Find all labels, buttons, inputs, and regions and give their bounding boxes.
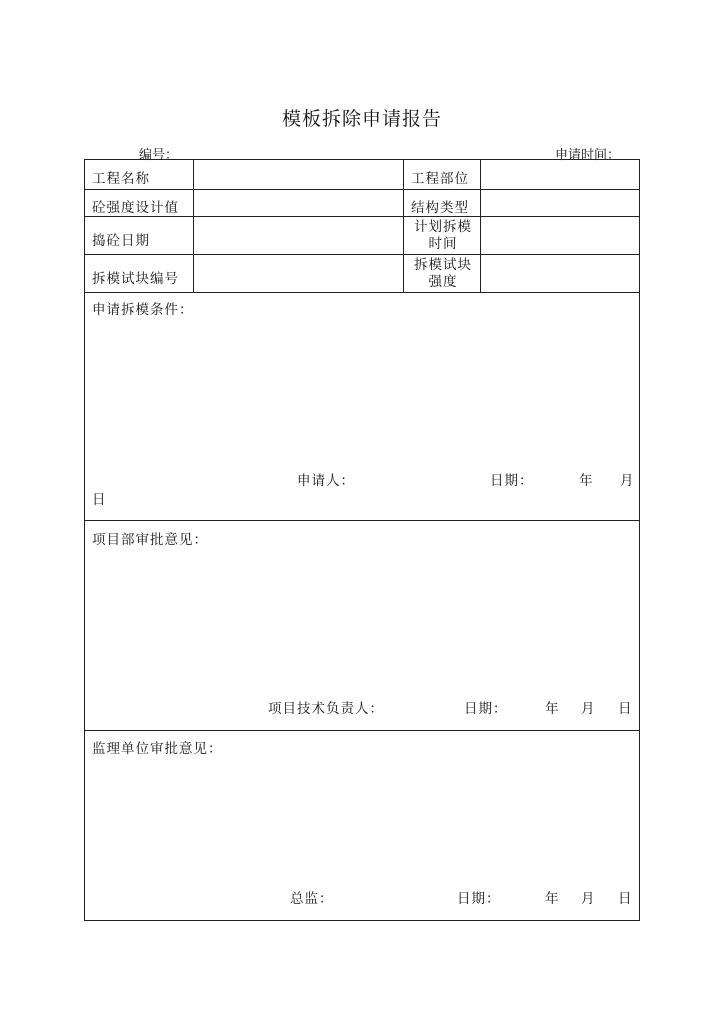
project-dept-year-label: 年 bbox=[545, 701, 560, 717]
concrete-strength-value[interactable] bbox=[196, 190, 401, 215]
application-conditions-area[interactable] bbox=[86, 318, 638, 463]
project-dept-day-label: 日 bbox=[618, 701, 633, 717]
supervision-opinion-area[interactable] bbox=[86, 757, 638, 877]
section-divider bbox=[84, 520, 640, 521]
supervision-month-label: 月 bbox=[581, 891, 596, 907]
project-dept-month-label: 月 bbox=[581, 701, 596, 717]
test-block-strength-line1: 拆模试块 bbox=[414, 257, 472, 273]
supervision-opinion-label: 监理单位审批意见： bbox=[92, 741, 223, 757]
test-block-number-value[interactable] bbox=[196, 255, 401, 291]
row-divider bbox=[84, 292, 640, 293]
test-block-strength-value[interactable] bbox=[483, 255, 638, 291]
chief-supervisor-label: 总监： bbox=[290, 891, 334, 907]
application-month-label: 月 bbox=[620, 473, 635, 489]
pour-date-label: 捣砼日期 bbox=[92, 233, 150, 249]
pour-date-value[interactable] bbox=[196, 217, 401, 253]
project-part-value[interactable] bbox=[483, 160, 638, 188]
test-block-strength-label bbox=[405, 257, 481, 291]
technical-lead-label: 项目技术负责人： bbox=[268, 701, 384, 717]
section-divider bbox=[84, 730, 640, 731]
column-divider bbox=[403, 159, 404, 292]
planned-removal-time-line1: 计划拆模 bbox=[414, 219, 472, 235]
application-date-label: 日期： bbox=[490, 473, 534, 489]
application-conditions-label: 申请拆模条件： bbox=[92, 302, 194, 318]
applicant-label: 申请人： bbox=[297, 473, 355, 489]
number-label: 编号： bbox=[139, 148, 179, 163]
concrete-strength-label: 砼强度设计值 bbox=[92, 200, 179, 216]
supervision-day-label: 日 bbox=[618, 891, 633, 907]
planned-removal-time-line2: 时间 bbox=[428, 236, 458, 252]
structure-type-value[interactable] bbox=[483, 190, 638, 215]
supervision-year-label: 年 bbox=[545, 891, 560, 907]
test-block-number-label: 拆模试块编号 bbox=[92, 271, 179, 287]
application-year-label: 年 bbox=[579, 473, 594, 489]
planned-removal-time-value[interactable] bbox=[483, 217, 638, 253]
supervision-date-label: 日期： bbox=[457, 891, 501, 907]
column-divider bbox=[193, 159, 194, 292]
project-name-label: 工程名称 bbox=[92, 171, 150, 187]
test-block-strength-line2: 强度 bbox=[428, 274, 458, 290]
project-dept-opinion-area[interactable] bbox=[86, 548, 638, 688]
structure-type-label: 结构类型 bbox=[411, 200, 469, 216]
project-part-label: 工程部位 bbox=[411, 171, 469, 187]
apply-time-label: 申请时间： bbox=[555, 148, 621, 163]
application-day-label: 日 bbox=[92, 492, 107, 508]
planned-removal-time-label bbox=[405, 219, 481, 253]
project-dept-date-label: 日期： bbox=[464, 701, 508, 717]
project-name-value[interactable] bbox=[196, 160, 401, 188]
document-title: 模板拆除申请报告 bbox=[281, 108, 442, 130]
project-dept-opinion-label: 项目部审批意见： bbox=[92, 532, 208, 548]
